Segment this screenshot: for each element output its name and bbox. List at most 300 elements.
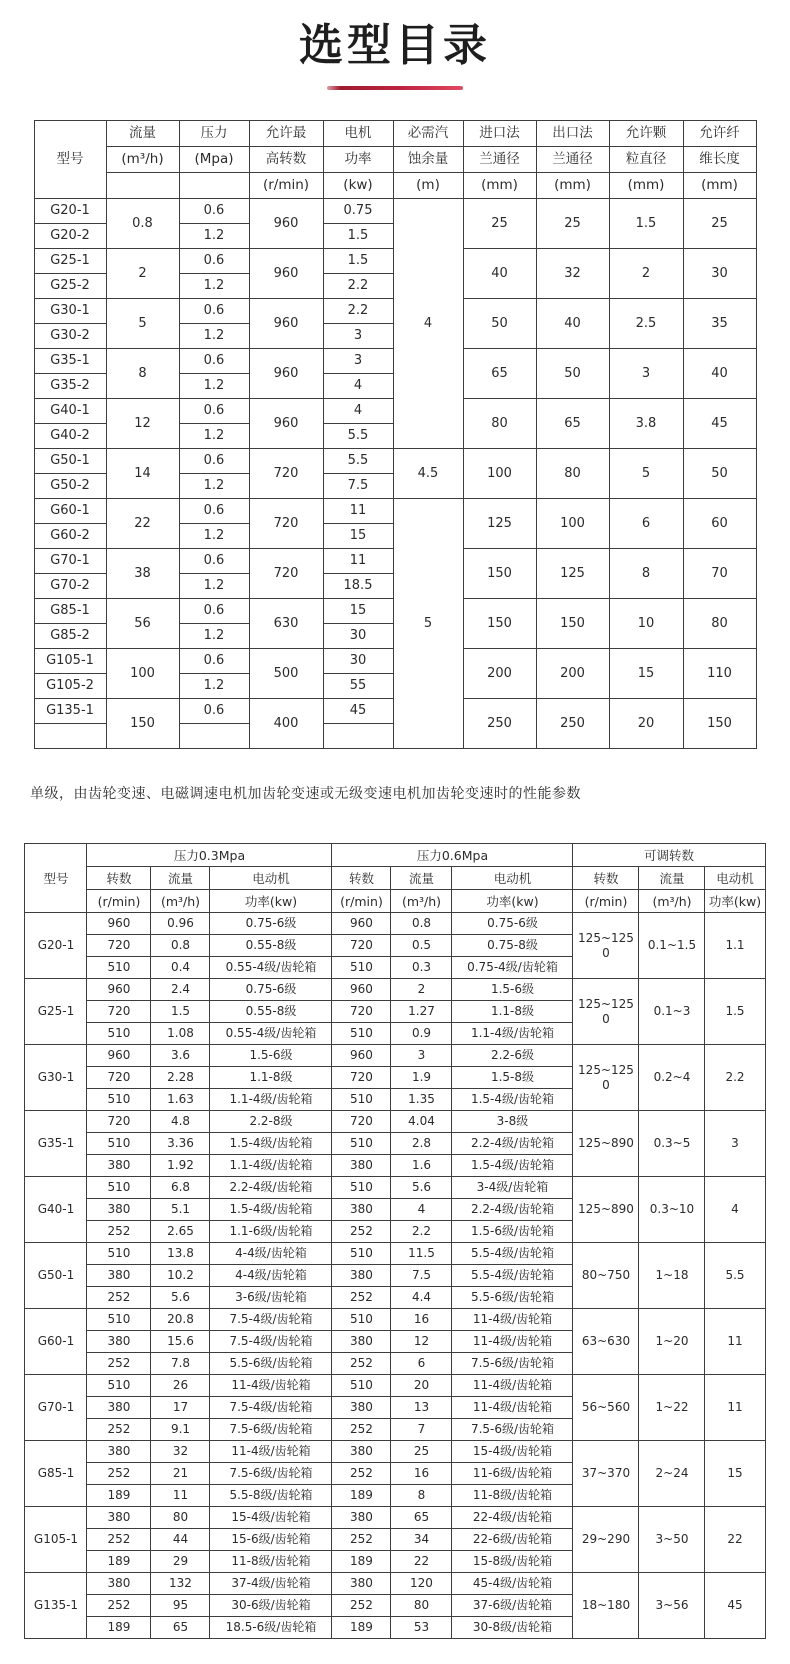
cell-flow-06mpa: 16 xyxy=(391,1463,452,1485)
cell-speed-06mpa: 252 xyxy=(332,1287,391,1309)
cell-speed-06mpa: 510 xyxy=(332,1089,391,1111)
cell-speed-03mpa: 380 xyxy=(87,1265,151,1287)
cell-model: G70-2 xyxy=(34,574,106,599)
cell-model: G70-1 xyxy=(34,549,106,574)
cell-speed-06mpa: 189 xyxy=(332,1485,391,1507)
cell-speed: 720 xyxy=(249,499,323,549)
cell-pressure: 0.6 xyxy=(179,449,249,474)
cell-adjustable-flow: 0.1~3 xyxy=(639,979,705,1045)
cell-particle-diameter: 1.5 xyxy=(609,199,683,249)
cell-motor-06mpa: 1.5-4级/齿轮箱 xyxy=(452,1155,573,1177)
cell-flow: 22 xyxy=(106,499,179,549)
header-row xyxy=(34,147,756,173)
cell-model: G20-1 xyxy=(25,913,87,979)
cell-motor-06mpa: 5.5-4级/齿轮箱 xyxy=(452,1265,573,1287)
cell-adjustable-flow: 0.3~10 xyxy=(639,1177,705,1243)
header-cell-power-unit2: (kw) xyxy=(323,173,393,199)
cell-speed-03mpa: 720 xyxy=(87,1111,151,1133)
cell-flow-03mpa: 2.28 xyxy=(151,1067,210,1089)
cell-power: 45 xyxy=(323,699,393,724)
cell-speed-06mpa: 252 xyxy=(332,1529,391,1551)
cell-speed-03mpa: 252 xyxy=(87,1419,151,1441)
cell-adjustable-speed: 37~​370 xyxy=(573,1441,639,1507)
cell-outlet-flange: 40 xyxy=(536,299,609,349)
cell-speed-06mpa: 252 xyxy=(332,1463,391,1485)
cell-model: G35-1 xyxy=(34,349,106,374)
cell-flow-06mpa: 0.3 xyxy=(391,957,452,979)
cell-speed-03mpa: 960 xyxy=(87,1045,151,1067)
cell-motor-03mpa: 0.55-8级 xyxy=(210,1001,332,1023)
cell-motor-06mpa: 1.1-4级/齿轮箱 xyxy=(452,1023,573,1045)
table-row xyxy=(25,1045,765,1067)
cell-adjustable-speed: 80~​750 xyxy=(573,1243,639,1309)
cell-pressure: 1.2 xyxy=(179,624,249,649)
cell-pressure: 0.6 xyxy=(179,199,249,224)
cell-adjustable-flow: 3~50 xyxy=(639,1507,705,1573)
cell-adjustable-flow: 2~24 xyxy=(639,1441,705,1507)
table-row xyxy=(25,913,765,935)
cell-motor-06mpa: 2.2-4级/齿轮箱 xyxy=(452,1199,573,1221)
cell-adjustable-flow: 1~18 xyxy=(639,1243,705,1309)
cell-adjustable-power: 4 xyxy=(705,1177,765,1243)
cell-adjustable-flow: 1~22 xyxy=(639,1375,705,1441)
cell-flow-06mpa: 0.9 xyxy=(391,1023,452,1045)
cell-flow-03mpa: 5.1 xyxy=(151,1199,210,1221)
cell-speed-06mpa: 189 xyxy=(332,1617,391,1639)
cell-adjustable-speed: 56~​560 xyxy=(573,1375,639,1441)
cell-power: 3 xyxy=(323,349,393,374)
header-cell-inlet-unit2: (mm) xyxy=(463,173,536,199)
table-row xyxy=(25,1441,765,1463)
header-group-1: 压力0.6Mpa xyxy=(332,844,573,867)
cell-flow: 8 xyxy=(106,349,179,399)
cell-motor-03mpa: 7.5-6级/齿轮箱 xyxy=(210,1419,332,1441)
cell-outlet-flange: 125 xyxy=(536,549,609,599)
cell-adjustable-flow: 1~20 xyxy=(639,1309,705,1375)
cell-model: G135-1 xyxy=(25,1573,87,1639)
table-row xyxy=(25,1243,765,1265)
cell-adjustable-flow: 0.1~1.5 xyxy=(639,913,705,979)
cell-flow-06mpa: 2.8 xyxy=(391,1133,452,1155)
cell-adjustable-power: 2.2 xyxy=(705,1045,765,1111)
cell-model: G40-2 xyxy=(34,424,106,449)
cell-motor-03mpa: 11-8级/齿轮箱 xyxy=(210,1551,332,1573)
header-cell-particle-unit: 粒直径 xyxy=(609,147,683,173)
cell-flow-06mpa: 65 xyxy=(391,1507,452,1529)
cell-flow-03mpa: 1.63 xyxy=(151,1089,210,1111)
performance-parameters-table xyxy=(24,843,765,1639)
cell-model: G30-1 xyxy=(34,299,106,324)
cell-pressure: 0.6 xyxy=(179,399,249,424)
cell-flow-06mpa: 7.5 xyxy=(391,1265,452,1287)
header-cell-unit: (m³/h) xyxy=(639,890,705,913)
cell-particle-diameter: 2.5 xyxy=(609,299,683,349)
cell-speed-03mpa: 510 xyxy=(87,957,151,979)
cell-motor-06mpa: 15-4级/齿轮箱 xyxy=(452,1441,573,1463)
cell-flow-06mpa: 25 xyxy=(391,1441,452,1463)
cell-model: G40-1 xyxy=(25,1177,87,1243)
cell-power: 1.5 xyxy=(323,224,393,249)
cell-outlet-flange: 100 xyxy=(536,499,609,549)
cell-flow-06mpa: 4 xyxy=(391,1199,452,1221)
cell-speed-03mpa: 252 xyxy=(87,1463,151,1485)
cell-motor-03mpa: 15-4级/齿轮箱 xyxy=(210,1507,332,1529)
cell-speed-06mpa: 380 xyxy=(332,1155,391,1177)
cell-flow-06mpa: 1.6 xyxy=(391,1155,452,1177)
cell-flow-03mpa: 0.4 xyxy=(151,957,210,979)
cell-motor-06mpa: 7.5-6级/齿轮箱 xyxy=(452,1353,573,1375)
cell-motor-06mpa: 22-6级/齿轮箱 xyxy=(452,1529,573,1551)
cell-flow-06mpa: 0.5 xyxy=(391,935,452,957)
header-cell-unit: 功率(kw) xyxy=(452,890,573,913)
header-cell-outlet-unit: 兰通径 xyxy=(536,147,609,173)
cell-flow-06mpa: 1.35 xyxy=(391,1089,452,1111)
cell-flow: 0.8 xyxy=(106,199,179,249)
cell-fiber-length: 60 xyxy=(683,499,756,549)
cell-flow-03mpa: 21 xyxy=(151,1463,210,1485)
cell-flow: 2 xyxy=(106,249,179,299)
cell-speed-03mpa: 380 xyxy=(87,1441,151,1463)
cell-model: G105-1 xyxy=(34,649,106,674)
cell-speed-06mpa: 252 xyxy=(332,1353,391,1375)
cell-speed-06mpa: 720 xyxy=(332,935,391,957)
cell-model: G25-1 xyxy=(25,979,87,1045)
cell-power: 5.5 xyxy=(323,424,393,449)
cell-particle-diameter: 6 xyxy=(609,499,683,549)
cell-motor-06mpa: 1.1-8级 xyxy=(452,1001,573,1023)
cell-motor-03mpa: 2.2-8级 xyxy=(210,1111,332,1133)
cell-motor-03mpa: 0.55-4级/齿轮箱 xyxy=(210,957,332,979)
header-cell-unit: (r/min) xyxy=(573,890,639,913)
header-cell-fiber-unit: 维长度 xyxy=(683,147,756,173)
header-cell-fiber: 允许纤 xyxy=(683,121,756,147)
header-cell-pressure: 压力 xyxy=(179,121,249,147)
cell-adjustable-power: 11 xyxy=(705,1309,765,1375)
cell-speed-03mpa: 960 xyxy=(87,979,151,1001)
cell-flow-06mpa: 0.8 xyxy=(391,913,452,935)
cell-motor-06mpa: 11-8级/齿轮箱 xyxy=(452,1485,573,1507)
cell-speed: 720 xyxy=(249,449,323,499)
cell-speed-03mpa: 510 xyxy=(87,1177,151,1199)
cell-speed-03mpa: 252 xyxy=(87,1529,151,1551)
cell-fiber-length: 70 xyxy=(683,549,756,599)
header-cell-inlet: 进口法 xyxy=(463,121,536,147)
cell-flow-03mpa: 95 xyxy=(151,1595,210,1617)
cell-speed: 500 xyxy=(249,649,323,699)
cell-speed-03mpa: 720 xyxy=(87,1001,151,1023)
cell-speed-06mpa: 960 xyxy=(332,1045,391,1067)
cell-adjustable-speed: 125~​1250 xyxy=(573,979,639,1045)
cell-flow-06mpa: 1.27 xyxy=(391,1001,452,1023)
cell-motor-03mpa: 11-4级/齿轮箱 xyxy=(210,1375,332,1397)
cell-motor-03mpa: 15-6级/齿轮箱 xyxy=(210,1529,332,1551)
cell-particle-diameter: 20 xyxy=(609,699,683,749)
cell-motor-06mpa: 5.5-4级/齿轮箱 xyxy=(452,1243,573,1265)
table-row xyxy=(25,1111,765,1133)
cell-motor-03mpa: 1.5-4级/齿轮箱 xyxy=(210,1133,332,1155)
cell-power: 3 xyxy=(323,324,393,349)
header-cell-speed: 转数 xyxy=(332,867,391,890)
cell-inlet-flange: 40 xyxy=(463,249,536,299)
cell-model: G105-1 xyxy=(25,1507,87,1573)
cell-flow-06mpa: 34 xyxy=(391,1529,452,1551)
cell-motor-03mpa: 1.1-6级/齿轮箱 xyxy=(210,1221,332,1243)
cell-speed-06mpa: 380 xyxy=(332,1265,391,1287)
cell-fiber-length: 30 xyxy=(683,249,756,299)
cell-power: 2.2 xyxy=(323,274,393,299)
cell-speed-03mpa: 189 xyxy=(87,1551,151,1573)
cell-model: G60-1 xyxy=(25,1309,87,1375)
cell-power: 0.75 xyxy=(323,199,393,224)
cell-fiber-length: 110 xyxy=(683,649,756,699)
cell-npsh: 4 xyxy=(393,199,463,449)
cell-model: G50-1 xyxy=(34,449,106,474)
header-cell-unit: 功率(kw) xyxy=(210,890,332,913)
cell-flow: 5 xyxy=(106,299,179,349)
header-cell-flow: 流量 xyxy=(106,121,179,147)
cell-adjustable-speed: 18~​180 xyxy=(573,1573,639,1639)
cell-adjustable-power: 45 xyxy=(705,1573,765,1639)
cell-model: G105-2 xyxy=(34,674,106,699)
cell-speed: 960 xyxy=(249,349,323,399)
header-row xyxy=(25,890,765,913)
cell-motor-06mpa: 1.5-8级 xyxy=(452,1067,573,1089)
cell-speed-06mpa: 510 xyxy=(332,1309,391,1331)
cell-power xyxy=(323,724,393,749)
cell-flow-03mpa: 13.8 xyxy=(151,1243,210,1265)
header-cell-unit: (m³/h) xyxy=(391,890,452,913)
cell-motor-06mpa: 5.5-6级/齿轮箱 xyxy=(452,1287,573,1309)
cell-speed-06mpa: 380 xyxy=(332,1397,391,1419)
cell-motor-03mpa: 4-4级/齿轮箱 xyxy=(210,1265,332,1287)
cell-speed-06mpa: 960 xyxy=(332,979,391,1001)
cell-speed: 960 xyxy=(249,199,323,249)
cell-speed-03mpa: 960 xyxy=(87,913,151,935)
cell-motor-03mpa: 0.75-6级 xyxy=(210,979,332,1001)
cell-flow-06mpa: 6 xyxy=(391,1353,452,1375)
header-cell-npsh-unit2: (m) xyxy=(393,173,463,199)
cell-adjustable-power: 11 xyxy=(705,1375,765,1441)
cell-motor-03mpa: 0.75-6级 xyxy=(210,913,332,935)
cell-motor-06mpa: 11-6级/齿轮箱 xyxy=(452,1463,573,1485)
header-cell-flow: 流量 xyxy=(151,867,210,890)
cell-speed-06mpa: 510 xyxy=(332,1023,391,1045)
cell-inlet-flange: 150 xyxy=(463,599,536,649)
cell-power: 30 xyxy=(323,624,393,649)
header-cell-motor: 电动机 xyxy=(705,867,765,890)
cell-motor-06mpa: 30-8级/齿轮箱 xyxy=(452,1617,573,1639)
cell-speed-03mpa: 189 xyxy=(87,1485,151,1507)
cell-speed-06mpa: 510 xyxy=(332,1133,391,1155)
cell-inlet-flange: 100 xyxy=(463,449,536,499)
header-cell-outlet: 出口法 xyxy=(536,121,609,147)
cell-speed-03mpa: 510 xyxy=(87,1133,151,1155)
cell-pressure: 1.2 xyxy=(179,274,249,299)
cell-speed: 960 xyxy=(249,399,323,449)
cell-speed-03mpa: 720 xyxy=(87,935,151,957)
header-cell-model: 型号 xyxy=(34,121,106,199)
page-title: 选型目录 xyxy=(299,20,491,71)
cell-motor-06mpa: 0.75-6级 xyxy=(452,913,573,935)
cell-flow-03mpa: 0.8 xyxy=(151,935,210,957)
cell-adjustable-speed: 125~​890 xyxy=(573,1111,639,1177)
cell-pressure: 0.6 xyxy=(179,249,249,274)
selection-catalog-table xyxy=(34,120,757,749)
cell-particle-diameter: 2 xyxy=(609,249,683,299)
cell-motor-06mpa: 11-4级/齿轮箱 xyxy=(452,1397,573,1419)
cell-flow-03mpa: 6.8 xyxy=(151,1177,210,1199)
header-cell-flow-unit: (m³/h) xyxy=(106,147,179,173)
table-row xyxy=(34,499,756,524)
header-group-0: 压力0.3Mpa xyxy=(87,844,332,867)
cell-outlet-flange: 50 xyxy=(536,349,609,399)
cell-flow-06mpa: 22 xyxy=(391,1551,452,1573)
cell-power: 11 xyxy=(323,549,393,574)
header-cell-outlet-unit2: (mm) xyxy=(536,173,609,199)
cell-outlet-flange: 32 xyxy=(536,249,609,299)
cell-motor-03mpa: 1.5-4级/齿轮箱 xyxy=(210,1199,332,1221)
cell-inlet-flange: 200 xyxy=(463,649,536,699)
header-cell-fiber-unit2: (mm) xyxy=(683,173,756,199)
cell-flow-06mpa: 4.4 xyxy=(391,1287,452,1309)
cell-power: 55 xyxy=(323,674,393,699)
cell-outlet-flange: 200 xyxy=(536,649,609,699)
cell-npsh: 5 xyxy=(393,499,463,749)
cell-inlet-flange: 50 xyxy=(463,299,536,349)
header-cell-unit: 功率(kw) xyxy=(705,890,765,913)
cell-model: G20-2 xyxy=(34,224,106,249)
cell-speed-03mpa: 720 xyxy=(87,1067,151,1089)
cell-inlet-flange: 250 xyxy=(463,699,536,749)
cell-speed-06mpa: 380 xyxy=(332,1507,391,1529)
cell-motor-06mpa: 45-4级/齿轮箱 xyxy=(452,1573,573,1595)
cell-npsh: 4.5 xyxy=(393,449,463,499)
table-row xyxy=(25,1507,765,1529)
cell-speed-03mpa: 510 xyxy=(87,1023,151,1045)
cell-adjustable-speed: 125~​1250 xyxy=(573,913,639,979)
cell-particle-diameter: 10 xyxy=(609,599,683,649)
cell-model: G60-2 xyxy=(34,524,106,549)
cell-adjustable-power: 1.5 xyxy=(705,979,765,1045)
cell-pressure: 1.2 xyxy=(179,424,249,449)
cell-power: 11 xyxy=(323,499,393,524)
cell-speed-06mpa: 510 xyxy=(332,1243,391,1265)
cell-speed-03mpa: 252 xyxy=(87,1595,151,1617)
cell-pressure: 0.6 xyxy=(179,699,249,724)
header-cell-model: 型号 xyxy=(25,844,87,913)
header-cell-motor: 电动机 xyxy=(452,867,573,890)
cell-flow-06mpa: 13 xyxy=(391,1397,452,1419)
cell-speed-03mpa: 380 xyxy=(87,1573,151,1595)
header-cell-particle-unit2: (mm) xyxy=(609,173,683,199)
cell-speed: 960 xyxy=(249,299,323,349)
header-cell-npsh: 必需汽 xyxy=(393,121,463,147)
cell-speed-06mpa: 189 xyxy=(332,1551,391,1573)
header-cell-pressure-unit: (Mpa) xyxy=(179,147,249,173)
cell-flow-03mpa: 32 xyxy=(151,1441,210,1463)
cell-fiber-length: 80 xyxy=(683,599,756,649)
cell-inlet-flange: 25 xyxy=(463,199,536,249)
table-row xyxy=(25,1375,765,1397)
cell-motor-03mpa: 5.5-6级/齿轮箱 xyxy=(210,1353,332,1375)
cell-speed-03mpa: 510 xyxy=(87,1375,151,1397)
cell-flow-03mpa: 0.96 xyxy=(151,913,210,935)
cell-flow-06mpa: 53 xyxy=(391,1617,452,1639)
header-cell-unit: (r/min) xyxy=(332,890,391,913)
cell-flow-06mpa: 20 xyxy=(391,1375,452,1397)
cell-pressure: 1.2 xyxy=(179,374,249,399)
header-cell-unit: (m³/h) xyxy=(151,890,210,913)
cell-speed-06mpa: 252 xyxy=(332,1419,391,1441)
cell-inlet-flange: 125 xyxy=(463,499,536,549)
cell-flow-03mpa: 65 xyxy=(151,1617,210,1639)
cell-speed-06mpa: 960 xyxy=(332,913,391,935)
cell-pressure: 0.6 xyxy=(179,649,249,674)
cell-flow-03mpa: 44 xyxy=(151,1529,210,1551)
cell-model: G85-2 xyxy=(34,624,106,649)
cell-flow-03mpa: 3.6 xyxy=(151,1045,210,1067)
title-divider-line xyxy=(327,86,463,90)
cell-flow-03mpa: 29 xyxy=(151,1551,210,1573)
header-cell-flow: 流量 xyxy=(639,867,705,890)
cell-flow-06mpa: 11.5 xyxy=(391,1243,452,1265)
cell-flow-03mpa: 4.8 xyxy=(151,1111,210,1133)
cell-flow-03mpa: 1.5 xyxy=(151,1001,210,1023)
cell-flow-03mpa: 20.8 xyxy=(151,1309,210,1331)
cell-flow-03mpa: 2.65 xyxy=(151,1221,210,1243)
cell-adjustable-flow: 3~56 xyxy=(639,1573,705,1639)
cell-flow-06mpa: 5.6 xyxy=(391,1177,452,1199)
cell-motor-03mpa: 1.1-4级/齿轮箱 xyxy=(210,1155,332,1177)
cell-motor-06mpa: 2.2-6级 xyxy=(452,1045,573,1067)
cell-model: G50-2 xyxy=(34,474,106,499)
cell-motor-06mpa: 37-6级/齿轮箱 xyxy=(452,1595,573,1617)
cell-motor-06mpa: 1.5-6级/齿轮箱 xyxy=(452,1221,573,1243)
cell-fiber-length: 50 xyxy=(683,449,756,499)
cell-flow-03mpa: 7.8 xyxy=(151,1353,210,1375)
cell-motor-03mpa: 30-6级/齿轮箱 xyxy=(210,1595,332,1617)
cell-fiber-length: 35 xyxy=(683,299,756,349)
table-row xyxy=(25,979,765,1001)
cell-flow-03mpa: 2.4 xyxy=(151,979,210,1001)
table-row xyxy=(25,1309,765,1331)
cell-flow-03mpa: 26 xyxy=(151,1375,210,1397)
cell-inlet-flange: 150 xyxy=(463,549,536,599)
cell-particle-diameter: 3 xyxy=(609,349,683,399)
cell-model xyxy=(34,724,106,749)
header-cell-unit: (r/min) xyxy=(87,890,151,913)
cell-flow-03mpa: 9.1 xyxy=(151,1419,210,1441)
cell-model: G50-1 xyxy=(25,1243,87,1309)
cell-flow-03mpa: 132 xyxy=(151,1573,210,1595)
cell-model: G135-1 xyxy=(34,699,106,724)
cell-motor-03mpa: 7.5-4级/齿轮箱 xyxy=(210,1309,332,1331)
performance-note: 单级，由齿轮变速、电磁调速电机加齿轮变速或无级变速电机加齿轮变速时的性能参数 xyxy=(30,786,581,803)
cell-speed-06mpa: 720 xyxy=(332,1001,391,1023)
cell-inlet-flange: 80 xyxy=(463,399,536,449)
cell-pressure: 1.2 xyxy=(179,474,249,499)
cell-power: 5.5 xyxy=(323,449,393,474)
cell-fiber-length: 40 xyxy=(683,349,756,399)
cell-adjustable-power: 5.5 xyxy=(705,1243,765,1309)
cell-motor-06mpa: 22-4级/齿轮箱 xyxy=(452,1507,573,1529)
cell-flow-06mpa: 80 xyxy=(391,1595,452,1617)
cell-speed-03mpa: 380 xyxy=(87,1507,151,1529)
header-group-2: 可调转数 xyxy=(573,844,765,867)
cell-speed-06mpa: 252 xyxy=(332,1221,391,1243)
cell-power: 30 xyxy=(323,649,393,674)
cell-speed-06mpa: 720 xyxy=(332,1111,391,1133)
